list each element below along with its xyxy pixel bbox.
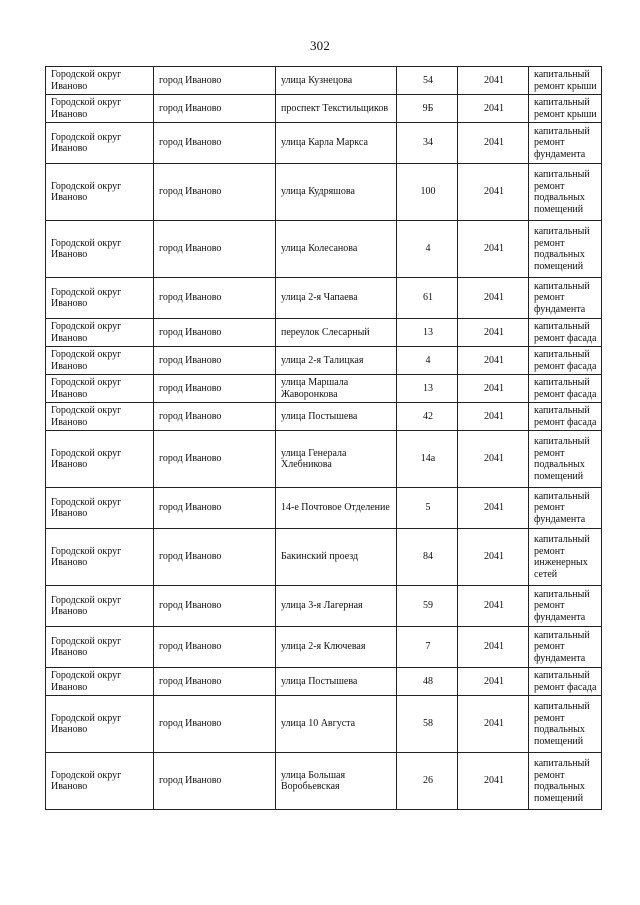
cell-repair-type: капитальный ремонт подвальных помещений: [529, 696, 602, 753]
cell-street: проспект Текстильщиков: [276, 95, 397, 123]
cell-street: улица 2-я Талицкая: [276, 347, 397, 375]
cell-municipal-district: Городской округ Иваново: [46, 164, 154, 221]
table-row: [46, 95, 602, 123]
cell-settlement: город Иваново: [154, 529, 276, 586]
cell-house-number: 13: [397, 319, 458, 347]
cell-repair-type: капитальный ремонт фасада: [529, 319, 602, 347]
cell-municipal-district: Городской округ Иваново: [46, 586, 154, 627]
cell-settlement: город Иваново: [154, 431, 276, 488]
cell-municipal-district: Городской округ Иваново: [46, 319, 154, 347]
table-row: [46, 221, 602, 278]
cell-street: улица Кузнецова: [276, 67, 397, 95]
table-row: [46, 586, 602, 627]
cell-street: переулок Слесарный: [276, 319, 397, 347]
table-row: [46, 375, 602, 403]
cell-planned-year: 2041: [458, 375, 529, 403]
table-row: [46, 164, 602, 221]
page-number: 302: [309, 38, 331, 53]
cell-municipal-district: Городской округ Иваново: [46, 696, 154, 753]
cell-repair-type: капитальный ремонт фундамента: [529, 278, 602, 319]
cell-repair-type: капитальный ремонт фундамента: [529, 586, 602, 627]
cell-street: 14-е Почтовое Отделение: [276, 488, 397, 529]
cell-settlement: город Иваново: [154, 347, 276, 375]
table-row: [46, 278, 602, 319]
cell-repair-type: капитальный ремонт фасада: [529, 403, 602, 431]
cell-planned-year: 2041: [458, 319, 529, 347]
cell-settlement: город Иваново: [154, 278, 276, 319]
cell-settlement: город Иваново: [154, 375, 276, 403]
cell-repair-type: капитальный ремонт крыши: [529, 67, 602, 95]
cell-planned-year: 2041: [458, 221, 529, 278]
cell-repair-type: капитальный ремонт инженерных сетей: [529, 529, 602, 586]
cell-repair-type: капитальный ремонт подвальных помещений: [529, 164, 602, 221]
cell-settlement: город Иваново: [154, 123, 276, 164]
table-row: [46, 668, 602, 696]
cell-planned-year: 2041: [458, 696, 529, 753]
table-row: [46, 123, 602, 164]
cell-repair-type: капитальный ремонт крыши: [529, 95, 602, 123]
cell-repair-type: капитальный ремонт подвальных помещений: [529, 221, 602, 278]
cell-municipal-district: Городской округ Иваново: [46, 529, 154, 586]
table-row: [46, 488, 602, 529]
cell-street: улица Постышева: [276, 668, 397, 696]
cell-street: улица Маршала Жаворонкова: [276, 375, 397, 403]
cell-house-number: 14а: [397, 431, 458, 488]
cell-house-number: 58: [397, 696, 458, 753]
cell-planned-year: 2041: [458, 753, 529, 810]
cell-settlement: город Иваново: [154, 221, 276, 278]
cell-municipal-district: Городской округ Иваново: [46, 627, 154, 668]
table-row: [46, 696, 602, 753]
cell-street: улица 2-я Ключевая: [276, 627, 397, 668]
cell-settlement: город Иваново: [154, 403, 276, 431]
cell-repair-type: капитальный ремонт фасада: [529, 668, 602, 696]
cell-street: улица Большая Воробьевская: [276, 753, 397, 810]
cell-settlement: город Иваново: [154, 488, 276, 529]
cell-repair-type: капитальный ремонт подвальных помещений: [529, 431, 602, 488]
cell-municipal-district: Городской округ Иваново: [46, 431, 154, 488]
cell-municipal-district: Городской округ Иваново: [46, 668, 154, 696]
cell-settlement: город Иваново: [154, 696, 276, 753]
cell-repair-type: капитальный ремонт фасада: [529, 375, 602, 403]
cell-municipal-district: Городской округ Иваново: [46, 347, 154, 375]
cell-planned-year: 2041: [458, 347, 529, 375]
cell-settlement: город Иваново: [154, 753, 276, 810]
cell-municipal-district: Городской округ Иваново: [46, 95, 154, 123]
cell-municipal-district: Городской округ Иваново: [46, 278, 154, 319]
cell-house-number: 59: [397, 586, 458, 627]
table-row: [46, 67, 602, 95]
cell-house-number: 5: [397, 488, 458, 529]
cell-house-number: 26: [397, 753, 458, 810]
cell-street: улица Кудряшова: [276, 164, 397, 221]
table-body: [46, 67, 602, 810]
cell-street: улица Постышева: [276, 403, 397, 431]
cell-municipal-district: Городской округ Иваново: [46, 403, 154, 431]
table-row: [46, 347, 602, 375]
cell-municipal-district: Городской округ Иваново: [46, 123, 154, 164]
cell-house-number: 42: [397, 403, 458, 431]
table-row: [46, 753, 602, 810]
cell-house-number: 84: [397, 529, 458, 586]
cell-settlement: город Иваново: [154, 319, 276, 347]
cell-planned-year: 2041: [458, 278, 529, 319]
cell-repair-type: капитальный ремонт фундамента: [529, 627, 602, 668]
cell-house-number: 4: [397, 347, 458, 375]
cell-municipal-district: Городской округ Иваново: [46, 375, 154, 403]
cell-planned-year: 2041: [458, 164, 529, 221]
cell-street: Бакинский проезд: [276, 529, 397, 586]
cell-street: улица Колесанова: [276, 221, 397, 278]
cell-repair-type: капитальный ремонт подвальных помещений: [529, 753, 602, 810]
cell-municipal-district: Городской округ Иваново: [46, 753, 154, 810]
cell-planned-year: 2041: [458, 529, 529, 586]
table-row: [46, 627, 602, 668]
cell-planned-year: 2041: [458, 123, 529, 164]
cell-house-number: 48: [397, 668, 458, 696]
cell-street: улица 10 Августа: [276, 696, 397, 753]
cell-settlement: город Иваново: [154, 67, 276, 95]
cell-repair-type: капитальный ремонт фундамента: [529, 123, 602, 164]
table-row: [46, 403, 602, 431]
cell-planned-year: 2041: [458, 488, 529, 529]
cell-repair-type: капитальный ремонт фасада: [529, 347, 602, 375]
table-row: [46, 529, 602, 586]
cell-street: улица Карла Маркса: [276, 123, 397, 164]
cell-house-number: 54: [397, 67, 458, 95]
cell-municipal-district: Городской округ Иваново: [46, 67, 154, 95]
cell-settlement: город Иваново: [154, 668, 276, 696]
cell-house-number: 9Б: [397, 95, 458, 123]
cell-planned-year: 2041: [458, 403, 529, 431]
cell-house-number: 4: [397, 221, 458, 278]
cell-house-number: 34: [397, 123, 458, 164]
cell-settlement: город Иваново: [154, 627, 276, 668]
cell-planned-year: 2041: [458, 67, 529, 95]
cell-street: улица 2-я Чапаева: [276, 278, 397, 319]
cell-settlement: город Иваново: [154, 95, 276, 123]
cell-street: улица 3-я Лагерная: [276, 586, 397, 627]
cell-settlement: город Иваново: [154, 164, 276, 221]
table-row: [46, 431, 602, 488]
cell-planned-year: 2041: [458, 431, 529, 488]
cell-street: улица Генерала Хлебникова: [276, 431, 397, 488]
table-row: [46, 319, 602, 347]
cell-planned-year: 2041: [458, 95, 529, 123]
cell-planned-year: 2041: [458, 668, 529, 696]
cell-settlement: город Иваново: [154, 586, 276, 627]
cell-planned-year: 2041: [458, 627, 529, 668]
cell-house-number: 61: [397, 278, 458, 319]
cell-repair-type: капитальный ремонт фундамента: [529, 488, 602, 529]
cell-house-number: 100: [397, 164, 458, 221]
cell-municipal-district: Городской округ Иваново: [46, 488, 154, 529]
cell-house-number: 7: [397, 627, 458, 668]
cell-house-number: 13: [397, 375, 458, 403]
repair-schedule-table: [45, 66, 602, 810]
cell-municipal-district: Городской округ Иваново: [46, 221, 154, 278]
cell-planned-year: 2041: [458, 586, 529, 627]
